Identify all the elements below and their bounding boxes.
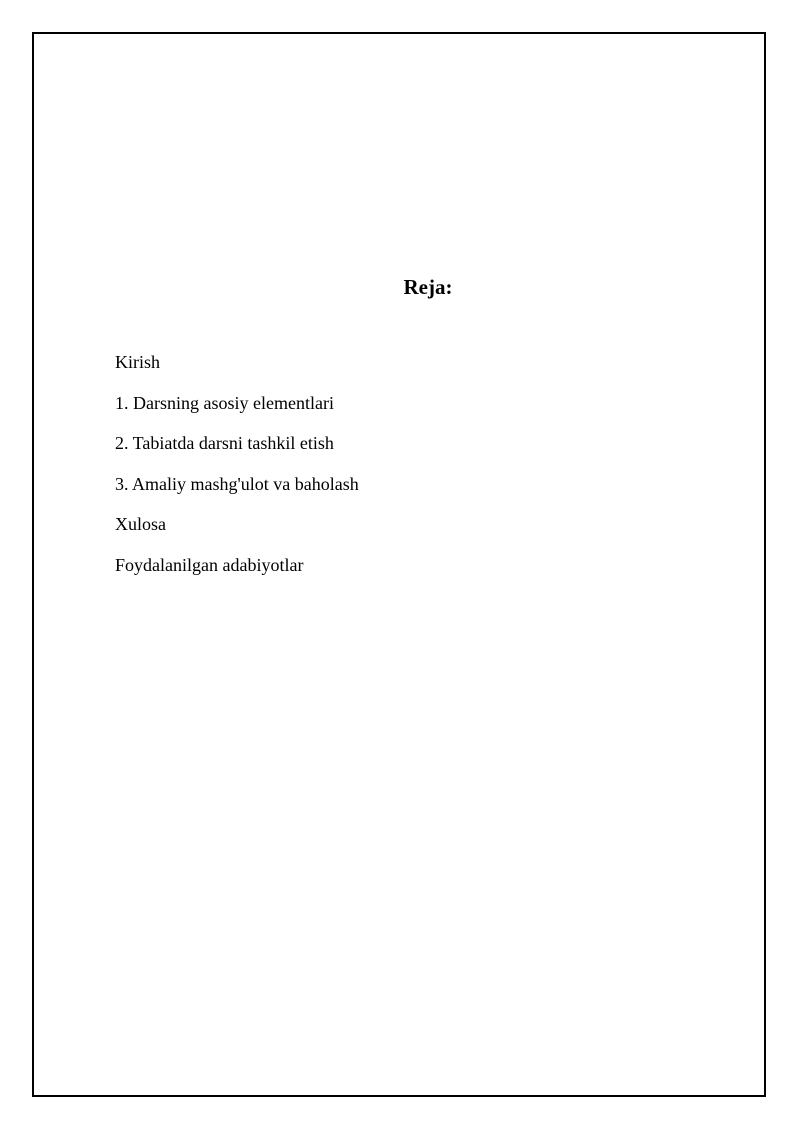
toc-item-conclusion: Xulosa bbox=[115, 514, 166, 535]
toc-item-section-3: 3. Amaliy mashg'ulot va baholash bbox=[115, 473, 359, 494]
toc-item-references: Foydalanilgan adabiyotlar bbox=[115, 554, 304, 575]
toc-item-section-2: 2. Tabiatda darsni tashkil etish bbox=[115, 433, 334, 454]
table-of-contents bbox=[115, 348, 359, 592]
toc-item-section-1: 1. Darsning asosiy elementlari bbox=[115, 392, 334, 413]
page-title: Reja: bbox=[403, 275, 453, 299]
toc-item-introduction: Kirish bbox=[115, 352, 160, 372]
